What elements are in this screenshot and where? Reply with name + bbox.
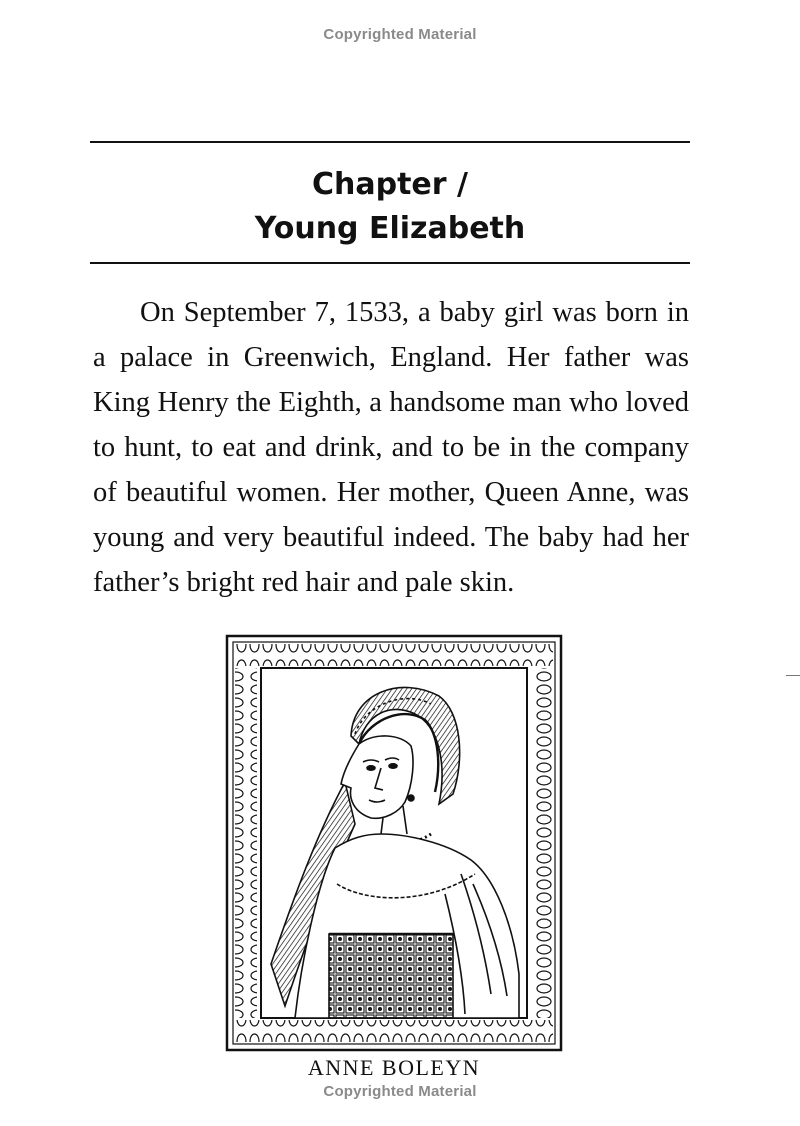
chapter-heading [90,163,690,251]
watermark-bottom: Copyrighted Material [323,1083,477,1100]
bottom-rule [90,262,690,264]
body-paragraph: On September 7, 1533, a baby girl was born in a palace in Greenwich, England. Her father was King Henry the Eighth, a handsome man who loved to hunt, to eat and drink, and to be in the company of beautiful women. Her mother, Queen Anne, was young and very beautiful indeed. The baby had her father’s bright red hair and pale skin. [93,297,689,598]
anne-boleyn-figure [271,687,519,1018]
top-rule [90,141,690,143]
chapter-label: Chapter / [312,167,468,202]
watermark-top: Copyrighted Material [323,26,477,43]
page-edge-mark [786,675,800,676]
chapter-title: Young Elizabeth [254,211,526,246]
illustration-caption: ANNE BOLEYN [307,1055,481,1080]
portrait-illustration [225,634,563,1052]
